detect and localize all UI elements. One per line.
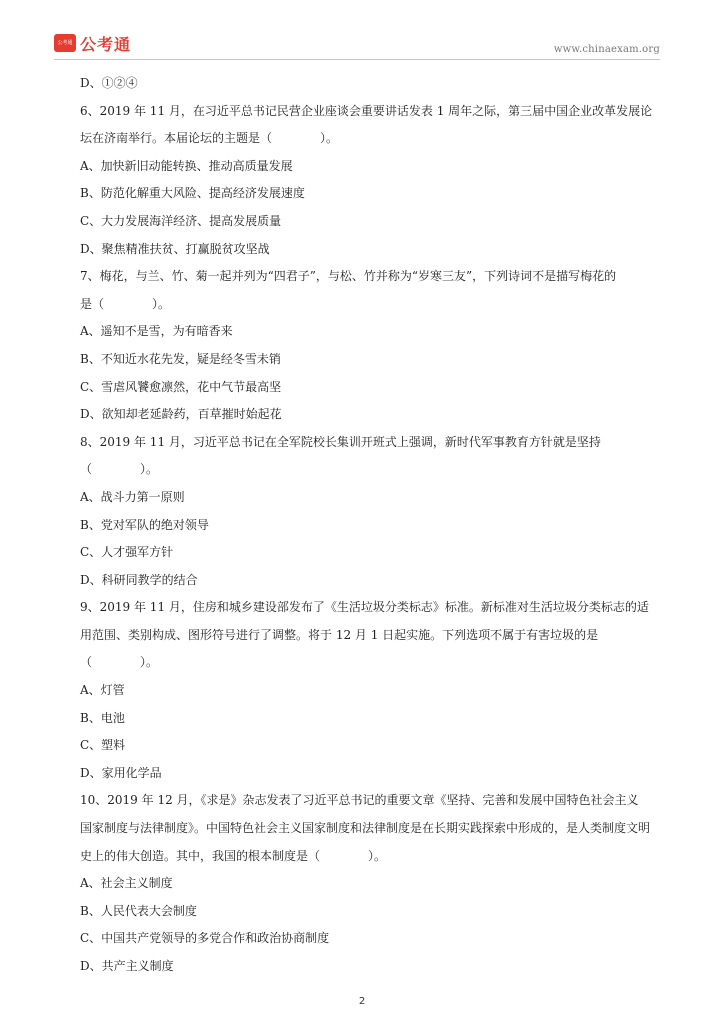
logo-icon: 公考通 <box>54 34 76 52</box>
question-9-option-c: C、塑料 <box>80 738 126 753</box>
question-9-option-b: B、电池 <box>80 710 125 725</box>
question-6-stem-line-1: 6、2019 年 11 月，在习近平总书记民营企业座谈会重要讲话发表 1 周年之际，第三届中国企业改革发展论 <box>80 103 653 118</box>
question-8-option-b: B、党对军队的绝对领导 <box>80 517 209 532</box>
brand-name: 公考通 <box>80 35 132 54</box>
question-7-option-d: D、欲知却老延龄药，百草摧时始起花 <box>80 407 282 422</box>
option-line: D、①②④ <box>80 76 138 90</box>
question-8-option-c: C、人才强军方针 <box>80 545 174 560</box>
question-8-stem: 8、2019 年 11 月，习近平总书记在全军院校长集训开班式上强调，新时代军事教育方针就是坚持（ ）。 <box>80 434 601 477</box>
question-7-option-a: A、遥知不是雪，为有暗香来 <box>80 324 233 339</box>
site-url: www.chinaexam.org <box>553 44 660 55</box>
question-8-option-d: D、科研同教学的结合 <box>80 572 198 587</box>
question-6-option-d: D、聚焦精准扶贫、打赢脱贫攻坚战 <box>80 241 270 256</box>
question-7-option-b: B、不知近水花先发，疑是经冬雪未销 <box>80 351 281 366</box>
question-10-option-d: D、共产主义制度 <box>80 959 174 973</box>
header-divider <box>54 59 660 60</box>
question-10-option-b: B、人民代表大会制度 <box>80 903 197 918</box>
question-7-stem-line-2: 是（ ）。 <box>80 296 171 311</box>
question-6-option-b: B、防范化解重大风险、提高经济发展速度 <box>80 186 305 201</box>
page-number: 2 <box>358 996 366 1007</box>
question-9-stem-line-1: 9、2019 年 11 月，住房和城乡建设部发布了《生活垃圾分类标志》标准。新标准对生活垃圾分类标志的适 <box>80 600 649 615</box>
question-10-stem-line-2: 国家制度与法律制度》。中国特色社会主义国家制度和法律制度是在长期实践探索中形成的，是人类制度文明 <box>80 821 651 836</box>
question-7-stem-line-1: 7、梅花，与兰、竹、菊一起并列为“四君子”，与松、竹并称为“岁寒三友”，下列诗词不是描写梅花的 <box>80 269 617 284</box>
page-header <box>0 0 724 62</box>
question-10-stem-line-3: 史上的伟大创造。其中，我国的根本制度是（ ）。 <box>80 848 387 863</box>
question-content <box>80 70 670 981</box>
question-10-option-c: C、中国共产党领导的多党合作和政治协商制度 <box>80 931 330 946</box>
question-9-stem-line-2: 用范围、类别构成、图形符号进行了调整。将于 12 月 1 日起实施。下列选项不属于有害垃圾的是（ ）。 <box>80 627 599 670</box>
question-7-option-c: C、雪虐风饕愈凛然，花中气节最高坚 <box>80 379 282 394</box>
question-8-option-a: A、战斗力第一原则 <box>80 489 185 504</box>
question-10-option-a: A、社会主义制度 <box>80 876 173 891</box>
question-9-option-d: D、家用化学品 <box>80 765 162 780</box>
question-10-stem-line-1: 10、2019 年 12 月，《求是》杂志发表了习近平总书记的重要文章《坚持、完善和发展中国特色社会主义 <box>80 793 639 808</box>
question-9-option-a: A、灯管 <box>80 683 125 698</box>
question-6-stem-line-2: 坛在济南举行。本届论坛的主题是（ ）。 <box>80 131 339 146</box>
question-6-option-a: A、加快新旧动能转换、推动高质量发展 <box>80 158 293 173</box>
question-6-option-c: C、大力发展海洋经济、提高发展质量 <box>80 213 282 228</box>
